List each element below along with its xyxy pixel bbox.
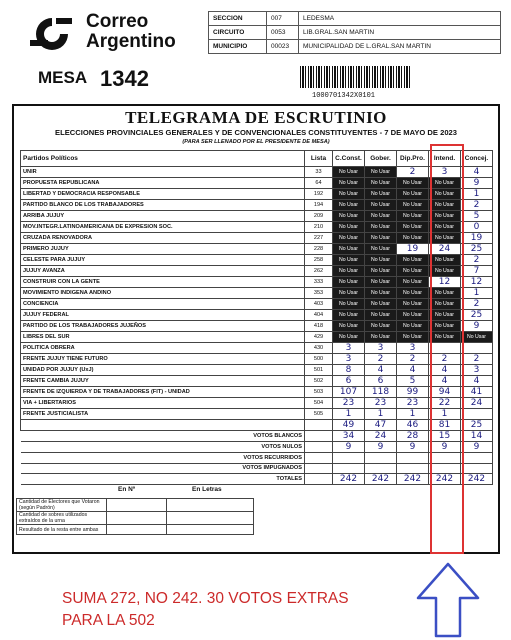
no-usar-cell: No Usar — [429, 299, 461, 310]
vote-count: 107 — [333, 386, 365, 397]
party-name: FRENTE DE IZQUIERDA Y DE TRABAJADORES (FIT) - UNIDAD — [21, 386, 305, 397]
party-name: FRENTE JUJUY TIENE FUTURO — [21, 353, 305, 364]
info-row: MUNICIPIO 00023 MUNICIPALIDAD DE L.GRAL.SAN MARTIN — [209, 40, 501, 54]
party-name: JUJUY FEDERAL — [21, 310, 305, 321]
vote-count: 22 — [429, 397, 461, 408]
no-usar-cell: No Usar — [397, 321, 429, 332]
blank-cell — [305, 452, 333, 463]
no-usar-cell: No Usar — [333, 332, 365, 343]
votes-table — [20, 150, 493, 485]
no-usar-cell: No Usar — [365, 266, 397, 277]
lista-number: 258 — [305, 255, 333, 266]
table-row — [21, 167, 493, 178]
lista-number: 262 — [305, 266, 333, 277]
summary-count: 242 — [429, 474, 461, 485]
summary-row — [21, 452, 493, 463]
lista-number: 33 — [305, 167, 333, 178]
vote-count: 23 — [397, 397, 429, 408]
summary-count: 9 — [429, 441, 461, 452]
en-letras-header: En Letras — [192, 486, 222, 493]
lista-number: 194 — [305, 200, 333, 211]
blank-cell — [305, 430, 333, 441]
table-row — [21, 222, 493, 233]
brand-name: Correo Argentino — [86, 11, 176, 52]
location-info-table — [208, 11, 501, 54]
table-row — [21, 386, 493, 397]
party-name: VIA + LIBERTARIOS — [21, 397, 305, 408]
summary-count — [397, 452, 429, 463]
vote-count: 25 — [461, 419, 493, 430]
vote-count: 5 — [461, 211, 493, 222]
form-subtitle: ELECCIONES PROVINCIALES GENERALES Y DE CONVENCIONALES CONSTITUYENTES - 7 DE MAYO DE 2023 — [55, 128, 457, 137]
table-row — [21, 375, 493, 386]
vote-count: 81 — [429, 419, 461, 430]
mesa-number: 1342 — [100, 66, 149, 91]
lista-number: 430 — [305, 342, 333, 353]
form-title: TELEGRAMA DE ESCRUTINIO — [125, 108, 387, 127]
no-usar-cell: No Usar — [429, 233, 461, 244]
party-name: CONCIENCIA — [21, 299, 305, 310]
vote-count: 1 — [461, 288, 493, 299]
electores-box — [16, 498, 254, 535]
vote-count: 41 — [461, 386, 493, 397]
vote-count: 47 — [365, 419, 397, 430]
vote-count: 99 — [397, 386, 429, 397]
electores-label: Cantidad de Electores que Votaron (según Padrón) — [17, 499, 107, 512]
summary-count: 9 — [333, 441, 365, 452]
no-usar-cell: No Usar — [365, 277, 397, 288]
no-usar-cell: No Usar — [333, 310, 365, 321]
summary-row — [21, 474, 493, 485]
party-name: UNIR — [21, 167, 305, 178]
no-usar-cell: No Usar — [365, 244, 397, 255]
vote-count: 1 — [429, 408, 461, 419]
no-usar-cell: No Usar — [365, 321, 397, 332]
table-row — [21, 211, 493, 222]
table-row — [21, 189, 493, 200]
vote-count: 23 — [365, 397, 397, 408]
vote-count: 19 — [461, 233, 493, 244]
no-usar-cell: No Usar — [333, 211, 365, 222]
party-name: CELESTE PARA JUJUY — [21, 255, 305, 266]
summary-count — [461, 463, 493, 474]
intendente-highlight-box — [430, 144, 464, 554]
vote-count: 3 — [397, 342, 429, 353]
no-usar-cell: No Usar — [429, 189, 461, 200]
party-name: PROPUESTA REPUBLICANA — [21, 178, 305, 189]
party-name: LIBERTAD Y DEMOCRACIA RESPONSABLE — [21, 189, 305, 200]
summary-count: 9 — [461, 441, 493, 452]
lista-number: 505 — [305, 408, 333, 419]
summary-count — [333, 463, 365, 474]
vote-count: 12 — [429, 277, 461, 288]
lista-number: 418 — [305, 321, 333, 332]
vote-count: 49 — [333, 419, 365, 430]
no-usar-cell: No Usar — [365, 255, 397, 266]
lista-number: 209 — [305, 211, 333, 222]
no-usar-cell: No Usar — [333, 299, 365, 310]
no-usar-cell: No Usar — [365, 178, 397, 189]
info-row: CIRCUITO 0053 LIB.GRAL.SAN MARTIN — [209, 26, 501, 40]
no-usar-cell: No Usar — [333, 244, 365, 255]
party-name: LIBRES DEL SUR — [21, 332, 305, 343]
summary-row — [21, 463, 493, 474]
summary-count — [397, 463, 429, 474]
summary-count: 242 — [461, 474, 493, 485]
summary-count: 242 — [365, 474, 397, 485]
table-row — [21, 299, 493, 310]
party-name: PRIMERO JUJUY — [21, 244, 305, 255]
lista-number: 404 — [305, 310, 333, 321]
summary-count: 34 — [333, 430, 365, 441]
party-name: PARTIDO DE LOS TRABAJADORES JUJEÑOS — [21, 321, 305, 332]
party-name: FRENTE JUSTICIALISTA — [21, 408, 305, 419]
vote-count: 2 — [461, 353, 493, 364]
vote-count: 4 — [429, 364, 461, 375]
no-usar-cell: No Usar — [333, 178, 365, 189]
blank-cell — [305, 463, 333, 474]
vote-count: 23 — [333, 397, 365, 408]
no-usar-cell: No Usar — [397, 299, 429, 310]
no-usar-cell: No Usar — [429, 321, 461, 332]
vote-count: 6 — [365, 375, 397, 386]
vote-count: 5 — [397, 375, 429, 386]
lista-number: 500 — [305, 353, 333, 364]
party-name — [21, 419, 305, 430]
no-usar-cell: No Usar — [429, 310, 461, 321]
no-usar-cell: No Usar — [429, 255, 461, 266]
table-row — [21, 233, 493, 244]
col-header: Intend. — [429, 151, 461, 167]
summary-label: VOTOS BLANCOS — [21, 430, 305, 441]
vote-count: 3 — [333, 342, 365, 353]
lista-number: 503 — [305, 386, 333, 397]
vote-count: 24 — [461, 397, 493, 408]
no-usar-cell: No Usar — [397, 266, 429, 277]
table-row — [21, 244, 493, 255]
table-row — [21, 419, 493, 430]
no-usar-cell: No Usar — [333, 266, 365, 277]
sobres-label: Cantidad de sobres utilizados extraídos de la urna — [17, 512, 107, 525]
no-usar-cell: No Usar — [365, 167, 397, 178]
lista-number: 502 — [305, 375, 333, 386]
vote-count: 4 — [365, 364, 397, 375]
no-usar-cell: No Usar — [333, 321, 365, 332]
vote-count: 4 — [461, 167, 493, 178]
vote-count: 4 — [397, 364, 429, 375]
vote-count: 24 — [429, 244, 461, 255]
vote-count: 0 — [461, 222, 493, 233]
summary-count — [333, 452, 365, 463]
summary-count — [461, 452, 493, 463]
col-header: Dip.Pro. — [397, 151, 429, 167]
en-numero-header: En Nº — [118, 486, 136, 493]
no-usar-cell: No Usar — [333, 189, 365, 200]
summary-count: 15 — [429, 430, 461, 441]
vote-count: 2 — [365, 353, 397, 364]
no-usar-cell: No Usar — [365, 233, 397, 244]
no-usar-cell: No Usar — [365, 288, 397, 299]
no-usar-cell: No Usar — [429, 178, 461, 189]
lista-number: 353 — [305, 288, 333, 299]
no-usar-cell: No Usar — [461, 332, 493, 343]
vote-count: 1 — [333, 408, 365, 419]
no-usar-cell: No Usar — [397, 211, 429, 222]
summary-count: 242 — [333, 474, 365, 485]
no-usar-cell: No Usar — [397, 288, 429, 299]
no-usar-cell: No Usar — [333, 255, 365, 266]
lista-number: 210 — [305, 222, 333, 233]
table-row — [21, 277, 493, 288]
summary-count: 9 — [365, 441, 397, 452]
no-usar-cell: No Usar — [397, 255, 429, 266]
vote-count: 4 — [461, 375, 493, 386]
vote-count: 3 — [429, 167, 461, 178]
col-header: Partidos Políticos — [21, 151, 305, 167]
vote-count: 2 — [429, 353, 461, 364]
summary-count: 24 — [365, 430, 397, 441]
col-header: Concej. — [461, 151, 493, 167]
no-usar-cell: No Usar — [429, 288, 461, 299]
party-name: MOV.INTEGR.LATINOAMERICANA DE EXPRESION SOC. — [21, 222, 305, 233]
table-row — [21, 255, 493, 266]
table-row — [21, 397, 493, 408]
vote-count: 2 — [397, 167, 429, 178]
no-usar-cell: No Usar — [365, 222, 397, 233]
party-name: FRENTE CAMBIA JUJUY — [21, 375, 305, 386]
summary-row — [21, 430, 493, 441]
no-usar-cell: No Usar — [429, 266, 461, 277]
summary-count: 9 — [397, 441, 429, 452]
summary-count — [365, 463, 397, 474]
lista-number: 228 — [305, 244, 333, 255]
votes-header-row — [21, 151, 493, 167]
summary-count — [365, 452, 397, 463]
lista-number: 504 — [305, 397, 333, 408]
no-usar-cell: No Usar — [397, 222, 429, 233]
vote-count: 94 — [429, 386, 461, 397]
vote-count: 25 — [461, 244, 493, 255]
no-usar-cell: No Usar — [365, 200, 397, 211]
vote-count: 2 — [461, 299, 493, 310]
summary-label: VOTOS IMPUGNADOS — [21, 463, 305, 474]
vote-count: 3 — [461, 364, 493, 375]
vote-count: 46 — [397, 419, 429, 430]
vote-count: 1 — [461, 189, 493, 200]
lista-number: 429 — [305, 332, 333, 343]
summary-count: 242 — [397, 474, 429, 485]
party-name: ARRIBA JUJUY — [21, 211, 305, 222]
vote-count: 2 — [397, 353, 429, 364]
party-name: POLITICA OBRERA — [21, 342, 305, 353]
vote-count: 4 — [429, 375, 461, 386]
no-usar-cell: No Usar — [397, 189, 429, 200]
col-header: Lista — [305, 151, 333, 167]
lista-number: 192 — [305, 189, 333, 200]
barcode — [300, 66, 410, 88]
table-row — [21, 310, 493, 321]
info-row: SECCION 007 LEDESMA — [209, 12, 501, 26]
no-usar-cell: No Usar — [365, 189, 397, 200]
no-usar-cell: No Usar — [333, 167, 365, 178]
no-usar-cell: No Usar — [397, 332, 429, 343]
vote-count: 19 — [397, 244, 429, 255]
table-row — [21, 408, 493, 419]
no-usar-cell: No Usar — [333, 233, 365, 244]
no-usar-cell: No Usar — [365, 310, 397, 321]
party-name: CONSTRUIR CON LA GENTE — [21, 277, 305, 288]
table-row — [21, 178, 493, 189]
vote-count: 3 — [365, 342, 397, 353]
blank-cell — [305, 441, 333, 452]
table-row — [21, 321, 493, 332]
no-usar-cell: No Usar — [429, 200, 461, 211]
no-usar-cell: No Usar — [333, 200, 365, 211]
party-name: UNIDAD POR JUJUY (UxJ) — [21, 364, 305, 375]
resta-label: Resultado de la resta entre ambas — [17, 525, 107, 535]
mesa-label: MESA — [38, 68, 88, 87]
up-arrow-icon — [416, 562, 480, 638]
lista-number — [305, 419, 333, 430]
party-name: JUJUY AVANZA — [21, 266, 305, 277]
vote-count: 8 — [333, 364, 365, 375]
summary-label: TOTALES — [21, 474, 305, 485]
form-note: (PARA SER LLENADO POR EL PRESIDENTE DE MESA) — [182, 139, 330, 145]
no-usar-cell: No Usar — [429, 222, 461, 233]
no-usar-cell: No Usar — [397, 178, 429, 189]
telegram-form — [12, 104, 500, 554]
summary-label: VOTOS RECURRIDOS — [21, 452, 305, 463]
table-row — [21, 288, 493, 299]
col-header: Gober. — [365, 151, 397, 167]
party-name: CRUZADA RENOVADORA — [21, 233, 305, 244]
table-row — [21, 353, 493, 364]
no-usar-cell: No Usar — [365, 332, 397, 343]
party-name: PARTIDO BLANCO DE LOS TRABAJADORES — [21, 200, 305, 211]
no-usar-cell: No Usar — [333, 222, 365, 233]
summary-row — [21, 441, 493, 452]
vote-count: 1 — [397, 408, 429, 419]
table-row — [21, 332, 493, 343]
lista-number: 403 — [305, 299, 333, 310]
vote-count: 9 — [461, 178, 493, 189]
no-usar-cell: No Usar — [429, 332, 461, 343]
blank-cell — [305, 474, 333, 485]
vote-count: 6 — [333, 375, 365, 386]
table-row — [21, 200, 493, 211]
no-usar-cell: No Usar — [333, 288, 365, 299]
party-name: MOVIMIENTO INDIGENA ANDINO — [21, 288, 305, 299]
vote-count — [461, 408, 493, 419]
vote-count: 7 — [461, 266, 493, 277]
vote-count: 9 — [461, 321, 493, 332]
summary-count: 28 — [397, 430, 429, 441]
lista-number: 64 — [305, 178, 333, 189]
vote-count: 1 — [365, 408, 397, 419]
no-usar-cell: No Usar — [429, 211, 461, 222]
summary-label: VOTOS NULOS — [21, 441, 305, 452]
lista-number: 227 — [305, 233, 333, 244]
summary-count: 14 — [461, 430, 493, 441]
lista-number: 501 — [305, 364, 333, 375]
table-row — [21, 364, 493, 375]
no-usar-cell: No Usar — [397, 233, 429, 244]
vote-count: 3 — [333, 353, 365, 364]
lista-number: 333 — [305, 277, 333, 288]
vote-count — [461, 342, 493, 353]
no-usar-cell: No Usar — [365, 211, 397, 222]
no-usar-cell: No Usar — [397, 200, 429, 211]
barcode-number: 1000701342X0101 — [312, 92, 376, 100]
col-header: C.Const. — [333, 151, 365, 167]
vote-count: 25 — [461, 310, 493, 321]
annotation-text: SUMA 272, NO 242. 30 VOTOS EXTRAS PARA LA 502 — [62, 590, 349, 629]
vote-count: 2 — [461, 255, 493, 266]
correo-logo-icon — [30, 14, 74, 54]
table-row — [21, 266, 493, 277]
no-usar-cell: No Usar — [365, 299, 397, 310]
vote-count: 12 — [461, 277, 493, 288]
vote-count: 2 — [461, 200, 493, 211]
no-usar-cell: No Usar — [397, 310, 429, 321]
table-row — [21, 342, 493, 353]
vote-count: 118 — [365, 386, 397, 397]
no-usar-cell: No Usar — [397, 277, 429, 288]
no-usar-cell: No Usar — [333, 277, 365, 288]
